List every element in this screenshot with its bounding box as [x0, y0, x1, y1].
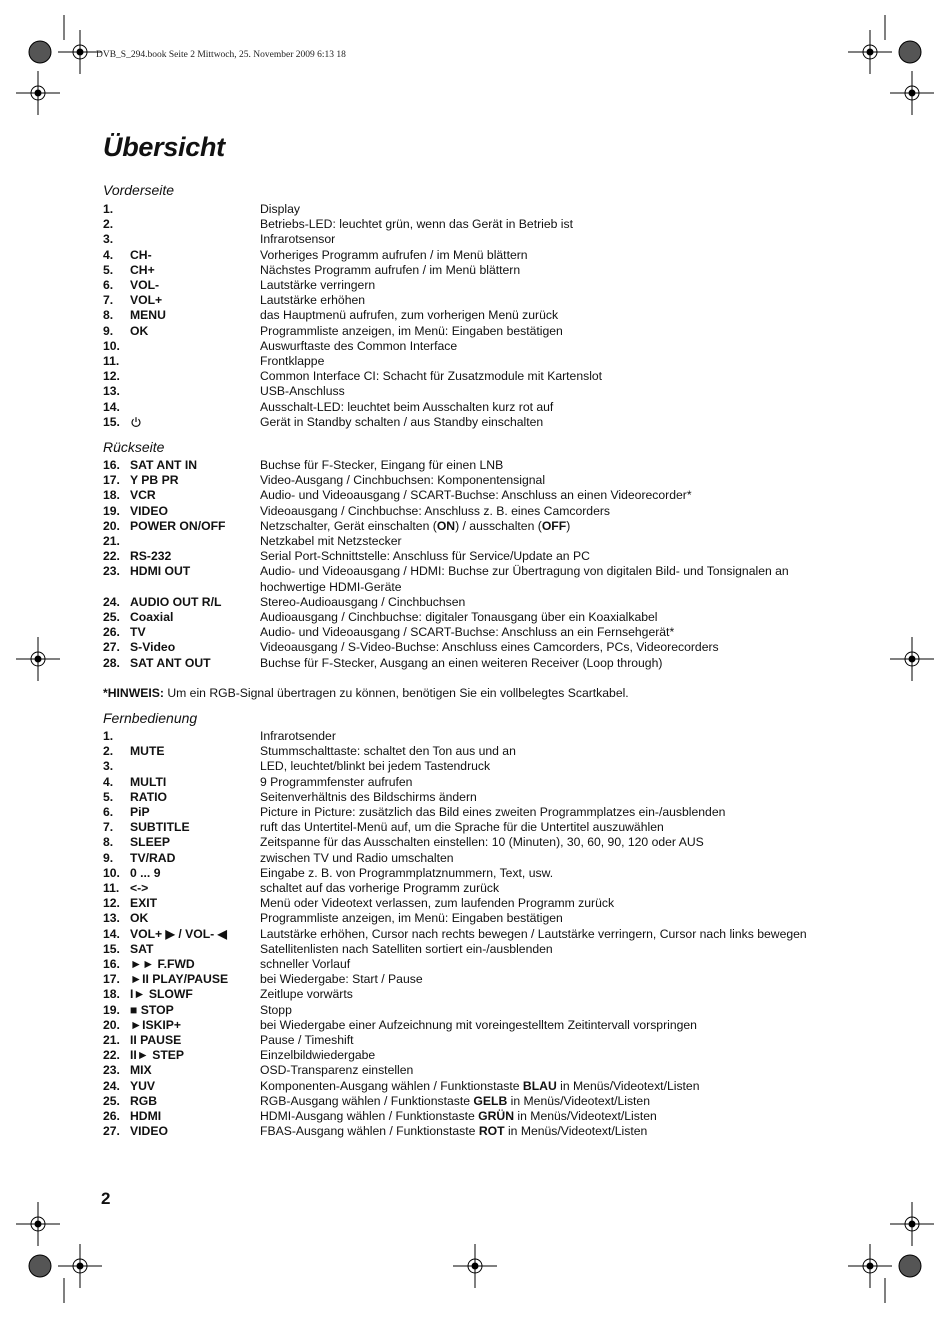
item-key: VOL+ [130, 293, 163, 308]
item-description: ruft das Untertitel-Menü auf, um die Sprache für die Untertitel auszuwählen [260, 820, 664, 835]
item-number: 22. [103, 1048, 120, 1063]
item-description: Videoausgang / S-Video-Buchse: Anschluss eines Camcorders, PCs, Videorecorders [260, 640, 719, 655]
list-item [103, 656, 823, 671]
list-item [103, 775, 823, 790]
item-description: Stereo-Audioausgang / Cinchbuchsen [260, 594, 466, 609]
item-number: 21. [103, 534, 120, 549]
item-key: VCR [130, 488, 156, 503]
item-number: 23. [103, 564, 120, 579]
item-number: 14. [103, 926, 120, 941]
item-number: 8. [103, 308, 114, 323]
item-number: 5. [103, 789, 114, 804]
item-key [130, 369, 260, 384]
item-description: Satellitenlisten nach Satelliten sortiert ein-/ausblenden [260, 941, 553, 956]
description-part: HDMI-Ausgang wählen / Funktionstaste [260, 1109, 479, 1124]
list-item [103, 1079, 823, 1094]
item-number: 16. [103, 957, 120, 972]
item-number: 3. [103, 232, 114, 247]
item-description: schneller Vorlauf [260, 957, 351, 972]
section-heading-remote: Fernbedienung [103, 710, 198, 726]
list-item [103, 248, 823, 263]
item-description [260, 1109, 823, 1124]
list-item [103, 278, 823, 293]
item-key: II► STEP [130, 1048, 185, 1063]
item-key: SAT ANT OUT [130, 655, 211, 670]
list-item [103, 534, 823, 549]
item-number: 18. [103, 987, 120, 1002]
list-item [103, 232, 823, 247]
list-item [103, 1018, 823, 1033]
list-item [103, 805, 823, 820]
item-key [130, 400, 260, 415]
item-number: 5. [103, 262, 114, 277]
item-description: Video-Ausgang / Cinchbuchsen: Komponentensignal [260, 473, 546, 488]
item-key: II PAUSE [130, 1033, 182, 1048]
item-number: 19. [103, 1002, 120, 1017]
item-key [130, 217, 260, 232]
description-part: in Menüs/Videotext/Listen [514, 1109, 657, 1124]
item-number: 13. [103, 384, 120, 399]
item-number: 1. [103, 729, 114, 743]
section-heading-back: Rückseite [103, 439, 165, 455]
item-description: Lautstärke erhöhen, Cursor nach rechts bewegen / Lautstärke verringern, Cursor nach links bewegen [260, 926, 807, 941]
list-item [103, 744, 823, 759]
item-description: Audio- und Videoausgang / SCART-Buchse: Anschluss an ein Fernsehgerät* [260, 625, 675, 640]
item-key: SUBTITLE [130, 820, 190, 835]
item-key: SLEEP [130, 835, 170, 850]
item-description: Picture in Picture: zusätzlich das Bild eines zweiten Programmplatzes ein-/ausblenden [260, 805, 726, 820]
power-icon [130, 415, 142, 429]
list-item [103, 1048, 823, 1063]
note-label: *HINWEIS: [103, 686, 164, 700]
item-description: Zeitlupe vorwärts [260, 987, 353, 1002]
item-key: VOL+ ▶ / VOL- ◀ [130, 926, 227, 941]
item-number: 20. [103, 518, 120, 533]
item-number: 6. [103, 805, 114, 820]
item-number: 20. [103, 1017, 120, 1032]
item-number: 1. [103, 202, 114, 216]
item-description: Lautstärke erhöhen [260, 293, 366, 308]
item-key: TV [130, 625, 146, 640]
item-number: 11. [103, 881, 120, 896]
item-description: Common Interface CI: Schacht für Zusatzmodule mit Kartenslot [260, 369, 603, 384]
item-key: MULTI [130, 774, 167, 789]
emphasis-text: ON [436, 518, 456, 533]
item-key: MUTE [130, 744, 165, 759]
item-number: 4. [103, 774, 114, 789]
list-item [103, 942, 823, 957]
item-description: Infrarotsensor [260, 232, 336, 247]
item-key: POWER ON/OFF [130, 518, 226, 533]
item-key: VIDEO [130, 503, 168, 518]
item-number: 25. [103, 610, 120, 625]
item-number: 14. [103, 399, 120, 414]
item-number: 12. [103, 369, 120, 384]
list-item [103, 1109, 823, 1124]
item-description: OSD-Transparenz einstellen [260, 1063, 414, 1078]
item-key: OK [130, 323, 149, 338]
list-item [103, 610, 823, 625]
list-item [103, 820, 823, 835]
item-number: 28. [103, 655, 120, 670]
item-description: Audio- und Videoausgang / HDMI: Buchse zur Übertragung von digitalen Bild- und Tonsignalen an hochwertige HDMI-Geräte [260, 564, 789, 594]
item-number: 24. [103, 594, 120, 609]
item-description: Stummschalttaste: schaltet den Ton aus und an [260, 744, 516, 759]
item-description: Audioausgang / Cinchbuchse: digitaler Tonausgang über ein Koaxialkabel [260, 610, 658, 625]
list-item [103, 972, 823, 987]
list-item [103, 640, 823, 655]
item-description: Videoausgang / Cinchbuchse: Anschluss z. B. eines Camcorders [260, 503, 611, 518]
list-item [103, 217, 823, 232]
item-description [260, 1079, 823, 1094]
item-description: Audio- und Videoausgang / SCART-Buchse: Anschluss an einen Videorecorder* [260, 488, 692, 503]
list-item [103, 263, 823, 278]
item-description: Stopp [260, 1002, 292, 1017]
description-part: in Menüs/Videotext/Listen [507, 1093, 650, 1108]
item-description: Einzelbildwiedergabe [260, 1048, 376, 1063]
list-item [103, 866, 823, 881]
description-part: ) / ausschalten ( [455, 518, 542, 533]
list-item [103, 595, 823, 610]
item-key: I► SLOWF [130, 987, 193, 1002]
item-key: Y PB PR [130, 473, 179, 488]
item-number: 12. [103, 896, 120, 911]
item-key [130, 759, 260, 774]
item-key: SAT ANT IN [130, 458, 198, 472]
item-key: HDMI OUT [130, 564, 191, 579]
item-key: ►► F.FWD [130, 957, 195, 972]
list-item [103, 1063, 823, 1078]
item-description: Menü oder Videotext verlassen, zum laufenden Programm zurück [260, 896, 615, 911]
item-key: EXIT [130, 896, 158, 911]
remote-list [103, 729, 823, 1139]
list-item [103, 759, 823, 774]
item-number: 9. [103, 323, 114, 338]
item-number: 9. [103, 850, 114, 865]
description-part: Netzschalter, Gerät einschalten ( [260, 518, 437, 533]
description-part: RGB-Ausgang wählen / Funktionstaste [260, 1093, 474, 1108]
item-number: 23. [103, 1063, 120, 1078]
list-item [103, 339, 823, 354]
item-key: CH+ [130, 262, 155, 277]
item-key [130, 534, 260, 549]
item-key: 0 ... 9 [130, 865, 161, 880]
list-item [103, 625, 823, 640]
emphasis-text: BLAU [522, 1078, 557, 1093]
emphasis-text: GELB [473, 1093, 508, 1108]
item-key: OK [130, 911, 149, 926]
item-key: VOL- [130, 278, 160, 293]
item-description: schaltet auf das vorherige Programm zurück [260, 881, 500, 896]
description-part: Komponenten-Ausgang wählen / Funktionstaste [260, 1078, 523, 1093]
item-number: 22. [103, 549, 120, 564]
item-number: 11. [103, 354, 120, 369]
item-description [260, 1094, 823, 1109]
back-list [103, 458, 823, 671]
item-description: Vorheriges Programm aufrufen / im Menü blättern [260, 247, 528, 262]
item-number: 25. [103, 1093, 120, 1108]
list-item [103, 384, 823, 399]
item-key: ►ISKIP+ [130, 1017, 182, 1032]
item-number: 21. [103, 1033, 120, 1048]
item-number: 17. [103, 473, 120, 488]
item-description: Buchse für F-Stecker, Eingang für einen LNB [260, 458, 504, 472]
item-key: SAT [130, 941, 154, 956]
item-number: 6. [103, 278, 114, 293]
item-description: Buchse für F-Stecker, Ausgang an einen weiteren Receiver (Loop through) [260, 655, 663, 670]
item-description: Frontklappe [260, 354, 325, 369]
item-number: 27. [103, 1124, 120, 1139]
item-description [260, 519, 823, 534]
list-item [103, 1094, 823, 1109]
item-number: 4. [103, 247, 114, 262]
item-number: 24. [103, 1078, 120, 1093]
item-key: Coaxial [130, 610, 174, 625]
list-item [103, 957, 823, 972]
item-number: 10. [103, 865, 120, 880]
front-list [103, 202, 823, 430]
item-key: RATIO [130, 789, 168, 804]
list-item [103, 911, 823, 926]
item-key: RGB [130, 1093, 158, 1108]
item-key: ■ STOP [130, 1002, 174, 1017]
list-item [103, 1124, 823, 1139]
item-number: 8. [103, 835, 114, 850]
list-item [103, 293, 823, 308]
item-number: 7. [103, 820, 114, 835]
list-item [103, 473, 823, 488]
item-description: USB-Anschluss [260, 384, 345, 399]
page-title: Übersicht [103, 132, 225, 162]
item-number: 10. [103, 338, 120, 353]
list-item [103, 881, 823, 896]
item-number: 26. [103, 625, 120, 640]
emphasis-text: OFF [541, 518, 567, 533]
item-description: Programmliste anzeigen, im Menü: Eingaben bestätigen [260, 323, 563, 338]
item-number: 15. [103, 941, 120, 956]
list-item [103, 790, 823, 805]
item-description: 9 Programmfenster aufrufen [260, 774, 413, 789]
list-item [103, 458, 823, 473]
list-item [103, 400, 823, 415]
item-description: zwischen TV und Radio umschalten [260, 850, 454, 865]
item-description: Zeitspanne für das Ausschalten einstellen: 10 (Minuten), 30, 60, 90, 120 oder AUS [260, 835, 704, 850]
item-number: 19. [103, 503, 120, 518]
item-key: VIDEO [130, 1124, 168, 1139]
item-key [130, 415, 260, 430]
list-item [103, 202, 823, 217]
item-key [130, 384, 260, 399]
item-number: 13. [103, 911, 120, 926]
item-description: Serial Port-Schnittstelle: Anschluss für Service/Update an PC [260, 549, 590, 564]
list-item [103, 549, 823, 564]
item-key [130, 202, 260, 217]
description-part: in Menüs/Videotext/Listen [556, 1078, 700, 1093]
item-key: MIX [130, 1063, 152, 1078]
item-description: LED, leuchtet/blinkt bei jedem Tastendruck [260, 759, 491, 774]
page-number: 2 [101, 1189, 111, 1208]
list-item [103, 354, 823, 369]
list-item [103, 835, 823, 850]
list-item [103, 519, 823, 534]
item-key [130, 232, 260, 247]
item-description: bei Wiedergabe: Start / Pause [260, 972, 423, 987]
list-item [103, 369, 823, 384]
item-description: Ausschalt-LED: leuchtet beim Ausschalten kurz rot auf [260, 399, 554, 414]
item-number: 3. [103, 759, 114, 774]
item-number: 17. [103, 972, 120, 987]
item-number: 18. [103, 488, 120, 503]
item-key [130, 339, 260, 354]
item-number: 16. [103, 458, 120, 472]
list-item [103, 1003, 823, 1018]
item-key [130, 354, 260, 369]
item-key: <-> [130, 881, 149, 896]
item-number: 2. [103, 744, 114, 759]
item-key: HDMI [130, 1109, 162, 1124]
item-description: Nächstes Programm aufrufen / im Menü blättern [260, 262, 521, 277]
item-description: Gerät in Standby schalten / aus Standby einschalten [260, 414, 544, 429]
item-description: Infrarotsender [260, 729, 336, 743]
note-text: Um ein RGB-Signal übertragen zu können, benötigen Sie ein vollbelegtes Scartkabel. [163, 686, 629, 700]
item-key [130, 729, 260, 744]
list-item [103, 729, 823, 744]
item-description: Betriebs-LED: leuchtet grün, wenn das Gerät in Betrieb ist [260, 217, 573, 232]
item-number: 26. [103, 1109, 120, 1124]
list-item [103, 896, 823, 911]
item-description: Pause / Timeshift [260, 1033, 354, 1048]
item-description: Seitenverhältnis des Bildschirms ändern [260, 789, 477, 804]
item-description: Lautstärke verringern [260, 278, 376, 293]
item-description: Netzkabel mit Netzstecker [260, 534, 402, 549]
description-part: in Menüs/Videotext/Listen [504, 1124, 648, 1139]
item-description: Auswurftaste des Common Interface [260, 338, 458, 353]
emphasis-text: ROT [478, 1124, 505, 1139]
item-description: das Hauptmenü aufrufen, zum vorherigen Menü zurück [260, 308, 559, 323]
item-number: 7. [103, 293, 114, 308]
item-description [260, 1124, 823, 1139]
list-item [103, 504, 823, 519]
section-heading-front: Vorderseite [103, 182, 175, 198]
item-key: YUV [130, 1078, 156, 1093]
item-number: 27. [103, 640, 120, 655]
item-description: Display [260, 202, 300, 216]
item-key: TV/RAD [130, 850, 176, 865]
item-key: AUDIO OUT R/L [130, 594, 222, 609]
item-description: Programmliste anzeigen, im Menü: Eingaben bestätigen [260, 911, 563, 926]
item-key: ►II PLAY/PAUSE [130, 972, 229, 987]
list-item [103, 987, 823, 1002]
item-key: MENU [130, 308, 166, 323]
item-description: Eingabe z. B. von Programmplatznummern, Text, usw. [260, 865, 554, 880]
emphasis-text: GRÜN [478, 1109, 515, 1124]
list-item [103, 851, 823, 866]
list-item [103, 488, 823, 503]
item-key: CH- [130, 247, 152, 262]
list-item [103, 1033, 823, 1048]
list-item [103, 927, 823, 942]
hinweis-note [103, 686, 629, 700]
list-item [103, 564, 823, 594]
list-item [103, 415, 823, 430]
item-number: 2. [103, 217, 114, 232]
item-key: PiP [130, 805, 150, 820]
print-header: DVB_S_294.book Seite 2 Mittwoch, 25. November 2009 6:13 18 [96, 50, 346, 60]
description-part: ) [566, 518, 571, 533]
list-item [103, 308, 823, 323]
description-part: FBAS-Ausgang wählen / Funktionstaste [260, 1124, 479, 1139]
list-item [103, 324, 823, 339]
item-key: RS-232 [130, 549, 172, 564]
item-description: bei Wiedergabe einer Aufzeichnung mit voreingestelltem Zeitintervall vorspringen [260, 1017, 697, 1032]
item-key: S-Video [130, 640, 176, 655]
item-number: 15. [103, 414, 120, 429]
